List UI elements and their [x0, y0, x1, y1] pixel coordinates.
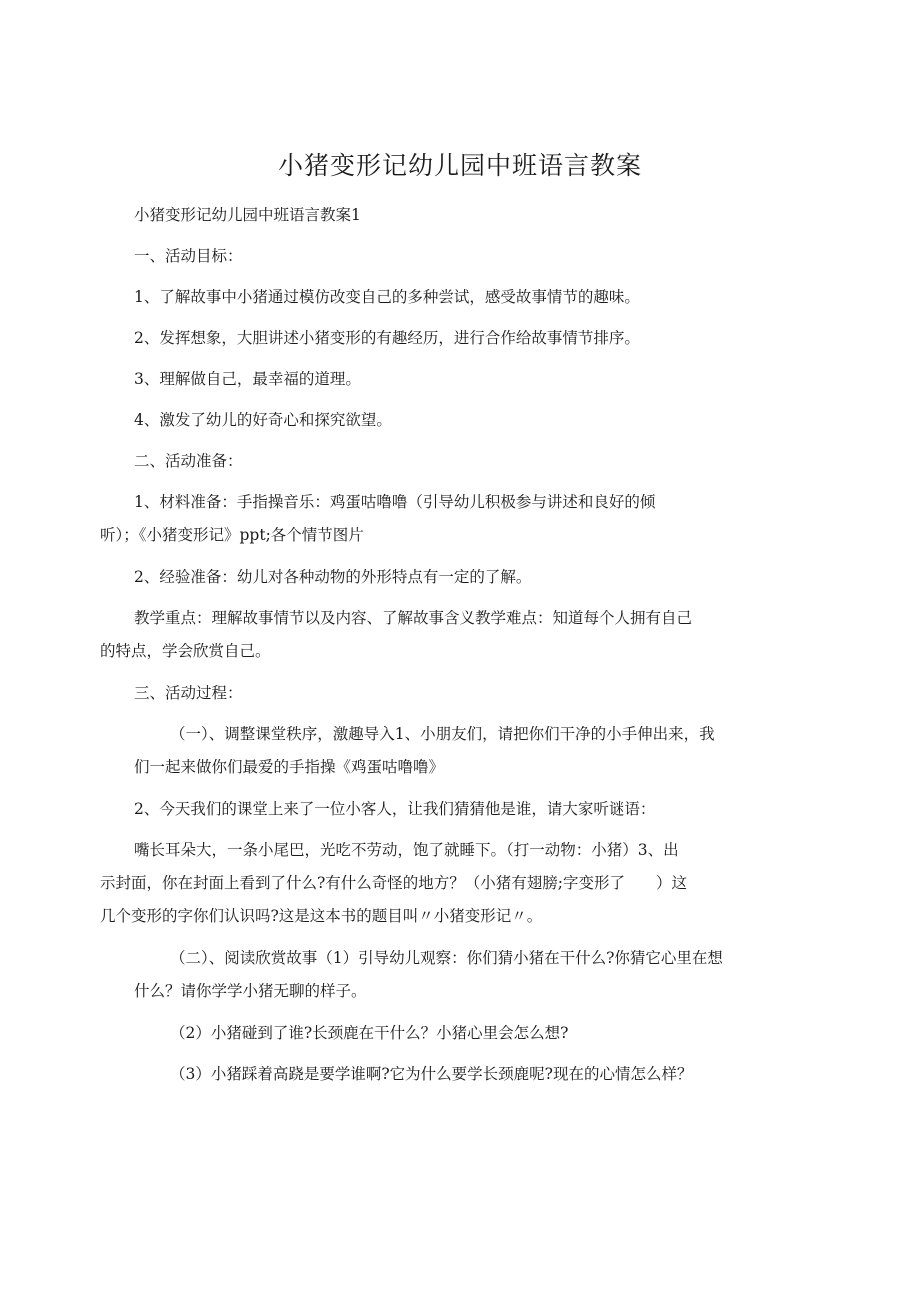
riddle-line-1: 嘴长耳朵大，一条小尾巴，光吃不劳动，饱了就睡下。（打一动物：小猪）3、出	[134, 841, 679, 859]
goal-item-3: 3、理解做自己，最幸福的道理。	[134, 370, 361, 388]
teaching-focus-line-2: 的特点，学会欣赏自己。	[100, 642, 271, 660]
document-subtitle: 小猪变形记幼儿园中班语言教案1	[134, 206, 361, 224]
process-item-2: 2、今天我们的课堂上来了一位小客人，让我们猜猜他是谁，请大家听谜语：	[134, 800, 656, 818]
section2-heading: 二、活动准备：	[134, 452, 243, 470]
question-2: （2）小猪碰到了谁?长颈鹿在干什么？小猪心里会怎么想?	[170, 1024, 569, 1042]
teaching-focus-paragraph	[100, 602, 786, 668]
riddle-paragraph	[100, 834, 786, 933]
part2-line-1: （二）、阅读欣赏故事（1）引导幼儿观察：你们猜小猪在干什么?你猜它心里在想	[170, 949, 723, 967]
section1-heading: 一、活动目标：	[134, 247, 243, 265]
riddle-line-2: 示封面，你在封面上看到了什么?有什么奇怪的地方？（小猪有翅膀;字变形了 ）这	[100, 874, 688, 892]
document-title: 小猪变形记幼儿园中班语言教案	[277, 151, 642, 180]
goal-item-4: 4、激发了幼儿的好奇心和探究欲望。	[134, 411, 392, 429]
question-3: （3）小猪踩着高跷是要学谁啊?它为什么要学长颈鹿呢?现在的心情怎么样？	[170, 1065, 693, 1083]
experience-prep: 2、经验准备：幼儿对各种动物的外形特点有一定的了解。	[134, 568, 532, 586]
part1-line-2: 们一起来做你们最爱的手指操《鸡蛋咕噜噜》	[134, 758, 445, 776]
goal-item-2: 2、发挥想象，大胆讲述小猪变形的有趣经历，进行合作给故事情节排序。	[134, 329, 640, 347]
part2-paragraph	[134, 942, 822, 1008]
teaching-focus-line-1: 教学重点：理解故事情节以及内容、了解故事含义教学难点：知道每个人拥有自己	[134, 609, 693, 627]
material-prep-line-2: 听）；《小猪变形记》ppt;各个情节图片	[100, 526, 364, 544]
material-prep-paragraph	[100, 486, 786, 552]
riddle-line-3: 几个变形的字你们认识吗?这是这本书的题目叫〃小猪变形记〃。	[100, 907, 543, 925]
section3-heading: 三、活动过程：	[134, 684, 243, 702]
part2-line-2: 什么？请你学学小猪无聊的样子。	[134, 982, 367, 1000]
part1-paragraph	[134, 718, 822, 784]
material-prep-line-1: 1、材料准备：手指操音乐：鸡蛋咕噜噜（引导幼儿积极参与讲述和良好的倾	[134, 493, 656, 511]
part1-line-1: （一）、调整课堂秩序，激趣导入1、小朋友们，请把你们干净的小手伸出来，我	[170, 725, 715, 743]
goal-item-1: 1、了解故事中小猪通过模仿改变自己的多种尝试，感受故事情节的趣味。	[134, 288, 640, 306]
